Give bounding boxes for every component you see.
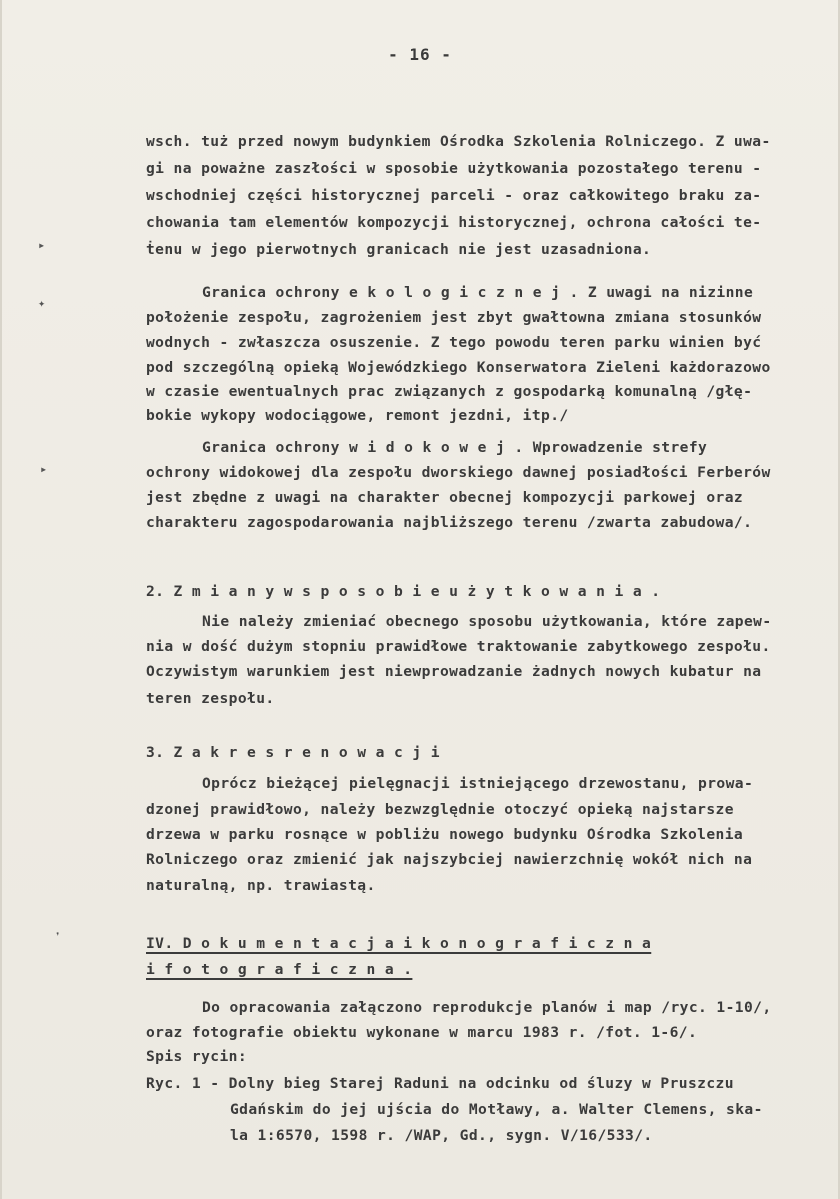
text-line: Granica ochrony e k o l o g i c z n e j . Z uwagi na nizinne xyxy=(202,284,754,301)
section-heading: IV. D o k u m e n t a c j a i k o n o g r a f i c z n a xyxy=(146,935,652,952)
text-line: wsch. tuż przed nowym budynkiem Ośrodka Szkolenia Rolniczego. Z uwa- xyxy=(146,133,771,150)
text-line: nia w dość dużym stopniu prawidłowe traktowanie zabytkowego zespołu. xyxy=(146,638,771,655)
text-line: drzewa w parku rosnące w pobliżu nowego budynku Ośrodka Szkolenia xyxy=(146,826,744,843)
text-line: Spis rycin: xyxy=(146,1048,248,1065)
text-line: charakteru zagospodarowania najbliższego terenu /zwarta zabudowa/. xyxy=(146,514,753,531)
text-line: gi na poważne zaszłości w sposobie użytkowania pozostałego terenu - xyxy=(146,160,762,177)
text-line: wschodniej części historycznej parceli - oraz całkowitego braku za- xyxy=(146,187,762,204)
text-line: ochrony widokowej dla zespołu dworskiego dawnej posiadłości Ferberów xyxy=(146,464,771,481)
text-line: la 1:6570, 1598 r. /WAP, Gd., sygn. V/16/533/. xyxy=(230,1127,653,1144)
margin-mark: ❜ xyxy=(54,930,62,944)
text-line: Oczywistym warunkiem jest niewprowadzanie żadnych nowych kubatur na xyxy=(146,663,762,680)
text-line: Nie należy zmieniać obecnego sposobu użytkowania, które zapew- xyxy=(202,613,772,630)
text-line: chowania tam elementów kompozycji historycznej, ochrona całości te- xyxy=(146,214,762,231)
section-heading: 3. Z a k r e s r e n o w a c j i xyxy=(146,744,440,761)
text-line: Granica ochrony w i d o k o w e j . Wprowadzenie strefy xyxy=(202,439,708,456)
margin-mark: ▸ xyxy=(38,238,46,252)
margin-mark: ▸ xyxy=(40,462,48,476)
text-line: ṫenu w jego pierwotnych granicach nie jest uzasadniona. xyxy=(146,241,652,258)
text-line: Rolniczego oraz zmienić jak najszybciej nawierzchnię wokół nich na xyxy=(146,851,753,868)
text-line: oraz fotografie obiektu wykonane w marcu 1983 r. /fot. 1-6/. xyxy=(146,1024,698,1041)
page-number: - 16 - xyxy=(388,45,452,64)
text-line: bokie wykopy wodociągowe, remont jezdni, itp./ xyxy=(146,407,569,424)
text-line: wodnych - zwłaszcza osuszenie. Z tego powodu teren parku winien być xyxy=(146,334,762,351)
section-heading: 2. Z m i a n y w s p o s o b i e u ż y t k o w a n i a . xyxy=(146,583,661,600)
text-line: położenie zespołu, zagrożeniem jest zbyt gwałtowna zmiana stosunków xyxy=(146,309,762,326)
text-line: w czasie ewentualnych prac związanych z gospodarką komunalną /głę- xyxy=(146,383,753,400)
margin-mark: ✦ xyxy=(38,296,46,310)
text-line: dzonej prawidłowo, należy bezwzględnie otoczyć opieką najstarsze xyxy=(146,801,734,818)
section-heading: i f o t o g r a f i c z n a . xyxy=(146,961,413,978)
text-line: Oprócz bieżącej pielęgnacji istniejącego drzewostanu, prowa- xyxy=(202,775,754,792)
text-line: teren zespołu. xyxy=(146,690,275,707)
text-line: Ryc. 1 - Dolny bieg Starej Raduni na odcinku od śluzy w Pruszczu xyxy=(146,1075,734,1092)
page-left-edge xyxy=(0,0,2,1199)
text-line: pod szczególną opieką Wojewódzkiego Konserwatora Zieleni każdorazowo xyxy=(146,359,771,376)
text-line: jest zbędne z uwagi na charakter obecnej kompozycji parkowej oraz xyxy=(146,489,744,506)
text-line: naturalną, np. trawiastą. xyxy=(146,877,376,894)
text-line: Do opracowania załączono reprodukcje planów i map /ryc. 1-10/, xyxy=(202,999,772,1016)
text-line: Gdańskim do jej ujścia do Motławy, a. Walter Clemens, ska- xyxy=(230,1101,763,1118)
